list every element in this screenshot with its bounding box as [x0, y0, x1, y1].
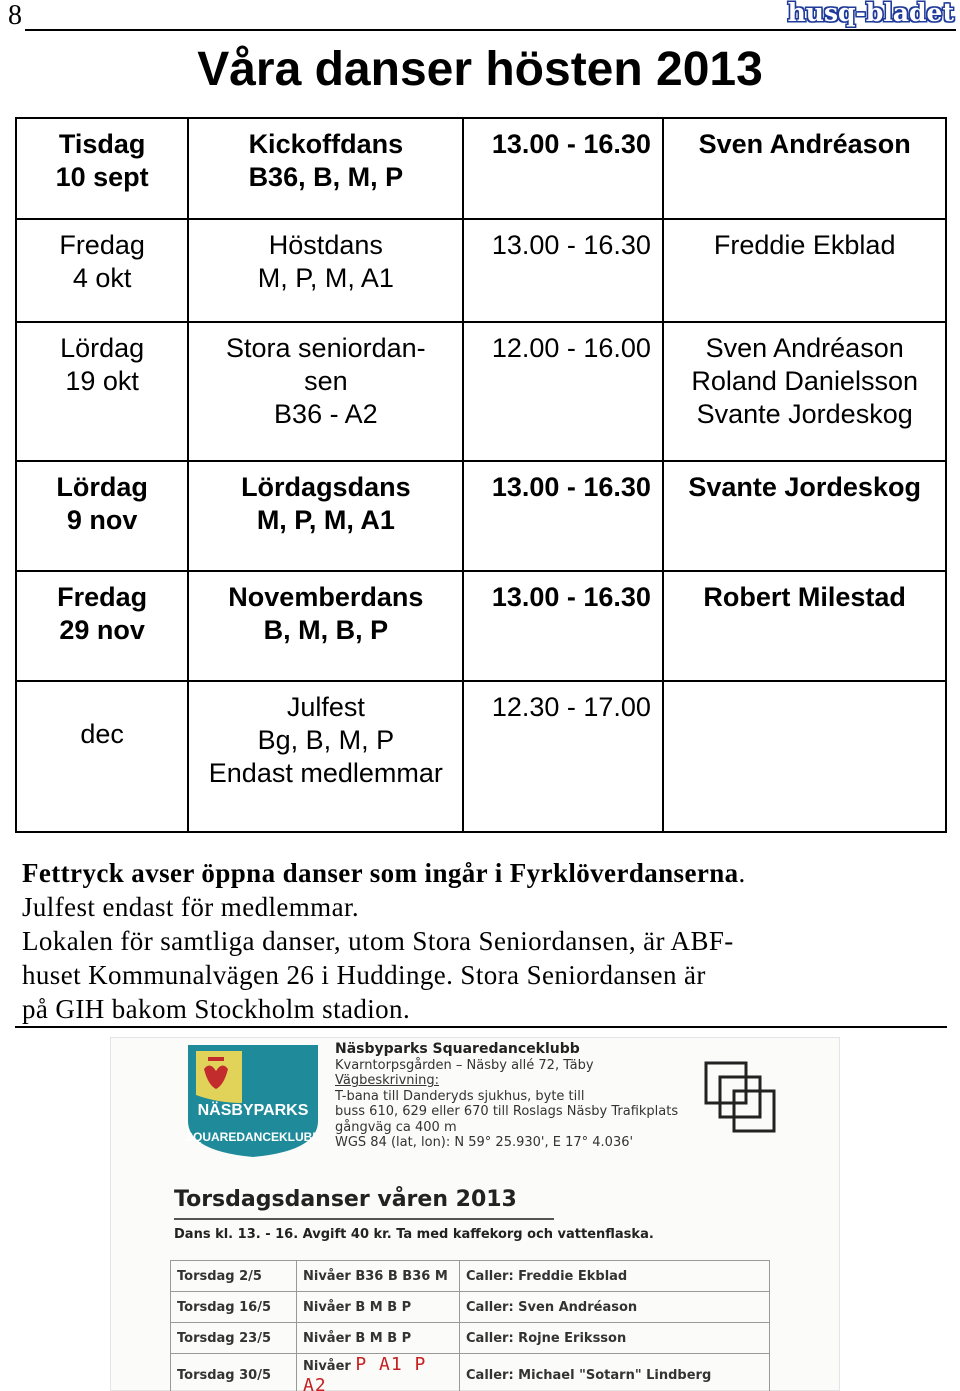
- schedule-time-cell: [463, 681, 663, 832]
- day-name: Fredag: [59, 230, 145, 260]
- flyer-date-cell: [171, 1292, 297, 1323]
- day-name: Tisdag: [58, 129, 146, 159]
- notes-rule: [15, 1026, 947, 1028]
- flyer-caller-cell: [460, 1354, 770, 1391]
- schedule-row: [16, 322, 946, 461]
- flyer-row: [171, 1323, 770, 1354]
- flyer-row: [171, 1261, 770, 1292]
- schedule-row: [16, 118, 946, 219]
- club-name: Näsbyparks Squaredanceklubb: [335, 1041, 580, 1057]
- flyer-level-cell: [297, 1354, 460, 1391]
- schedule-time-cell: [463, 461, 663, 571]
- event-name: Lördagsdans: [241, 472, 411, 502]
- event-levels: M, P, M, A1: [256, 505, 395, 535]
- event-levels: Bg, B, M, P: [257, 725, 395, 755]
- schedule-caller-cell: [663, 118, 946, 219]
- schedule-day-cell: [16, 219, 188, 322]
- schedule-event-cell: [188, 322, 463, 461]
- flyer-caller: Caller: Sven Andréason: [466, 1299, 638, 1315]
- flyer-caller: Caller: Michael "Sotarn" Lindberg: [466, 1367, 712, 1383]
- flyer-date: Torsdag 23/5: [177, 1330, 272, 1346]
- day-name: Lördag: [56, 472, 148, 502]
- flyer-level-cell: [297, 1261, 460, 1292]
- header-rule: [25, 29, 956, 31]
- flyer-level: Nivåer B M B P: [303, 1299, 412, 1315]
- event-time: 13.00 - 16.30: [491, 230, 651, 260]
- event-levels: B36, B, M, P: [248, 162, 404, 192]
- event-levels: M, P, M, A1: [257, 263, 394, 293]
- page-header: [0, 0, 960, 38]
- caller-name: Sven Andréason: [705, 333, 904, 363]
- notes-bold-line: Fettryck avser öppna danser som ingår i Fyrklöverdanserna: [22, 858, 739, 888]
- handwritten-level: P A1 P A2: [303, 1354, 427, 1391]
- notes-line-5: på GIH bakom Stockholm stadion.: [22, 994, 411, 1024]
- schedule-event-cell: [188, 681, 463, 832]
- scanned-flyer: [110, 1037, 840, 1391]
- page-title: Våra danser hösten 2013: [197, 43, 763, 96]
- day-name: Fredag: [57, 582, 148, 612]
- schedule-event-cell: [188, 219, 463, 322]
- caller-name: Robert Milestad: [703, 582, 906, 612]
- notes: Fettryck avser öppna danser som ingår i Fyrklöverdanserna. Julfest endast för medlemmar. Lokalen för samtliga danser, utom Stora Seniordansen, är ABF- huset Kommunalvägen 26 i Huddinge. Stora Seniordansen är på GIH bakom Stockholm stadion.: [22, 856, 942, 1026]
- flyer-subtitle: Dans kl. 13. - 16. Avgift 40 kr. Ta med kaffekorg och vattenflaska.: [174, 1227, 654, 1242]
- event-time: 13.00 - 16.30: [491, 472, 651, 502]
- flyer-caller-cell: [460, 1261, 770, 1292]
- notes-line-2: Julfest endast för medlemmar.: [22, 892, 360, 922]
- flyer-caller-cell: [460, 1292, 770, 1323]
- page-number: 8: [8, 0, 22, 31]
- schedule-table: [15, 117, 947, 833]
- day-date: 29 nov: [59, 615, 145, 645]
- schedule-time-cell: [463, 322, 663, 461]
- logo-subtext: SQUAREDANCEKLUBB: [184, 1130, 322, 1144]
- flyer-level: Nivåer: [303, 1359, 351, 1374]
- flyer-date-cell: [171, 1354, 297, 1391]
- directions-3: gångväg ca 400 m: [335, 1119, 457, 1135]
- directions-1: T-bana till Danderyds sjukhus, byte till: [335, 1088, 585, 1104]
- schedule-row: [16, 461, 946, 571]
- directions-2: buss 610, 629 eller 670 till Roslags Näsby Trafikplats: [335, 1104, 679, 1119]
- schedule-caller-cell: [663, 461, 946, 571]
- notes-line-3: Lokalen för samtliga danser, utom Stora Seniordansen, är ABF-: [22, 926, 734, 956]
- schedule-day-cell: [16, 571, 188, 681]
- event-name: Novemberdans: [228, 582, 424, 612]
- flyer-date: Torsdag 16/5: [177, 1299, 272, 1315]
- logo-text: NÄSBYPARKS: [197, 1102, 309, 1119]
- schedule-day-cell: [16, 322, 188, 461]
- club-info: [335, 1042, 695, 1151]
- schedule-caller-cell: [663, 322, 946, 461]
- caller-name: Svante Jordeskog: [688, 472, 921, 502]
- caller-name: Freddie Ekblad: [713, 230, 896, 260]
- event-time: 12.00 - 16.00: [491, 333, 651, 363]
- schedule-day-cell: [16, 118, 188, 219]
- flyer-caller: Caller: Rojne Eriksson: [466, 1330, 627, 1346]
- notes-line-4: huset Kommunalvägen 26 i Huddinge. Stora Seniordansen är: [22, 960, 706, 990]
- schedule-caller-cell: [663, 219, 946, 322]
- event-extra: B36 - A2: [274, 399, 378, 429]
- flyer-caller: Caller: Freddie Ekblad: [466, 1268, 628, 1284]
- flyer-title: Torsdagsdanser våren 2013: [174, 1187, 517, 1212]
- schedule-event-cell: [188, 461, 463, 571]
- schedule-event-cell: [188, 118, 463, 219]
- day-date: dec: [80, 719, 124, 749]
- event-levels: B, M, B, P: [263, 615, 389, 645]
- brand-logo: husq-bladet: [787, 0, 954, 27]
- event-name: Stora seniordan-: [226, 333, 426, 363]
- flyer-row: [171, 1354, 770, 1391]
- flyer-row: [171, 1292, 770, 1323]
- event-time: 13.00 - 16.30: [491, 129, 651, 159]
- schedule-row: [16, 571, 946, 681]
- day-date: 4 okt: [72, 263, 132, 293]
- event-extra: Endast medlemmar: [208, 758, 443, 788]
- flyer-level: Nivåer B36 B B36 M: [303, 1268, 448, 1284]
- flyer-caller-cell: [460, 1323, 770, 1354]
- flyer-date-cell: [171, 1261, 297, 1292]
- schedule-time-cell: [463, 571, 663, 681]
- schedule-day-cell: [16, 681, 188, 832]
- schedule-caller-cell: [663, 571, 946, 681]
- schedule-row: [16, 681, 946, 832]
- schedule-event-cell: [188, 571, 463, 681]
- event-name: Julfest: [286, 692, 365, 722]
- schedule-time-cell: [463, 118, 663, 219]
- schedule-day-cell: [16, 461, 188, 571]
- directions-4: WGS 84 (lat, lon): N 59° 25.930', E 17° 4.036': [335, 1135, 634, 1150]
- flyer-level-cell: [297, 1292, 460, 1323]
- event-time: 12.30 - 17.00: [491, 692, 651, 722]
- event-name: Kickoffdans: [248, 129, 404, 159]
- flyer-date-cell: [171, 1323, 297, 1354]
- flyer-date: Torsdag 30/5: [177, 1367, 272, 1383]
- flyer-table: [170, 1260, 770, 1391]
- flyer-level: Nivåer B M B P: [303, 1330, 412, 1346]
- event-time: 13.00 - 16.30: [491, 582, 651, 612]
- schedule-row: [16, 219, 946, 322]
- club-logo: [178, 1041, 328, 1159]
- caller-name: Sven Andréason: [698, 129, 911, 159]
- event-levels: sen: [304, 366, 348, 396]
- flyer-level-cell: [297, 1323, 460, 1354]
- flyer-date: Torsdag 2/5: [177, 1268, 262, 1284]
- day-date: 9 nov: [66, 505, 138, 535]
- schedule-caller-cell: [663, 681, 946, 832]
- squares-icon: [700, 1057, 780, 1137]
- day-date: 19 okt: [65, 366, 139, 396]
- flyer-title-rule: [174, 1218, 554, 1220]
- event-name: Höstdans: [268, 230, 383, 260]
- day-date: 10 sept: [55, 162, 149, 192]
- caller-name: Roland Danielsson: [691, 366, 918, 396]
- schedule-time-cell: [463, 219, 663, 322]
- caller-name: Svante Jordeskog: [696, 399, 913, 429]
- club-address: Kvarntorpsgården – Näsby allé 72, Täby: [335, 1057, 594, 1073]
- directions-label: Vägbeskrivning:: [335, 1073, 440, 1088]
- day-name: Lördag: [60, 333, 145, 363]
